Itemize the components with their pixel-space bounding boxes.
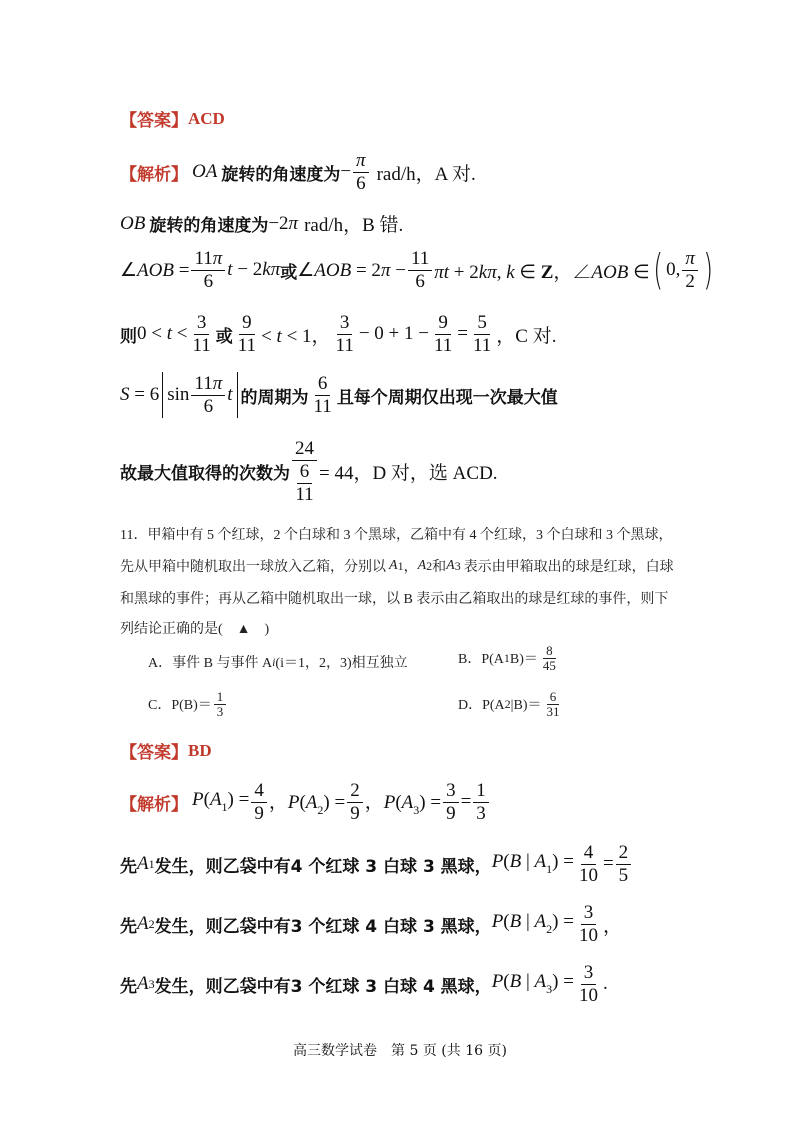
fraction: $\frac{1}{3}$	[473, 780, 489, 825]
fraction: $\frac{11\pi}{6}$	[191, 373, 225, 418]
balls-text: 4 个红球 3 白球 3 黑球，	[290, 856, 492, 877]
period-text: 的周期为	[240, 387, 309, 408]
q10-answer-line	[120, 106, 225, 131]
first-text: 先	[120, 856, 137, 877]
q10-analysis-line6	[120, 438, 498, 506]
q11-stem-line1: 11．甲箱中有 5 个红球，2 个白球和 3 个黑球，乙箱中有 4 个红球，3 个白球和 3 个黑球，	[120, 528, 673, 543]
or-text: 或	[280, 262, 298, 283]
q11-stem-line2: 先从甲箱中随机取出一球放入乙箱，分别以 A 1 ， A 2 和 A 3 表示由甲箱取出的球是红球，白球	[120, 558, 674, 575]
answer-label: 【答案】	[120, 111, 188, 131]
fraction: $\frac{3}{10}$	[578, 962, 598, 1006]
first-text: 先	[120, 976, 137, 997]
stem-text: 先从甲箱中随机取出一球放入乙箱，分别以	[120, 560, 386, 575]
q10-analysis-line3: ∠AOB = $\frac{11\pi}{6}$ t − 2kπ 或 ∠AOB = 2π − $\frac{11}{6}$ πt + 2kπ, k ∈ Z，∠AOB ∈ ( 0, $\frac{\pi}{2}$ )	[120, 245, 713, 295]
option-a: A．事件 B 与事件 A i (i＝1，2，3)相互独立	[148, 652, 408, 672]
or-text: 或	[215, 326, 233, 347]
answer-value: ACD	[188, 108, 225, 128]
analysis-label: 【解析】	[120, 164, 188, 185]
option-a-text: A．事件 B 与事件 A	[148, 656, 273, 671]
fraction: $\frac{5}{11}$	[473, 312, 492, 356]
fraction: $\frac{9}{11}$	[237, 312, 257, 356]
q10-analysis-line5: S = 6 sin $\frac{11\pi}{6}$ t 的周期为 $\frac{6}{11}$ 且每个周期仅出现一次最大值	[120, 372, 558, 417]
period-rest: 且每个周期仅出现一次最大值	[336, 387, 558, 408]
fraction: $\frac{3}{10}$	[578, 902, 598, 946]
fraction: $\frac{3}{11}$	[192, 312, 211, 356]
fraction: $\frac{\pi}{6}$	[353, 150, 369, 195]
q11-analysis-line3: 先 A 2 发生，则乙袋中有 3 个红球 4 白球 3 黑球， P(B | $A_2$) = $\frac{3}{10}$ ，	[120, 902, 622, 946]
analysis-label: 【解析】	[120, 794, 188, 815]
balls-text: 3 个红球 4 白球 3 黑球，	[290, 916, 492, 937]
fraction: $\frac{4}{10}$	[578, 842, 598, 886]
fraction: $\frac{8}{45}$	[542, 643, 556, 673]
fraction: $\frac{2}{5}$	[616, 842, 632, 887]
option-b-text: B．P(A	[458, 652, 504, 668]
q11-analysis-line2: 先 A 1 发生，则乙袋中有 4 个红球 3 白球 3 黑球， P(B | $A_1$) = $\frac{4}{10}$ = $\frac{2}{5}$	[120, 842, 633, 887]
happen-text: 发生，则乙袋中有	[154, 976, 291, 997]
count-rest: = 44，D 对，选 ACD.	[319, 463, 498, 485]
unit-text: rad/h，B 错.	[304, 215, 404, 236]
fraction: $\frac{11}{6}$	[408, 248, 432, 293]
page-footer: 高三数学试卷 第 5 页 (共 16 页)	[293, 1043, 507, 1059]
q10-analysis-line2: OB 旋转的角速度为 −2π rad/h，B 错.	[120, 210, 403, 237]
option-d: D．P(A 2 |B)＝ $\frac{6}{31}$	[458, 690, 564, 718]
happen-text: 发生，则乙袋中有	[154, 916, 291, 937]
fraction: $\frac{4}{9}$	[251, 780, 267, 825]
count-text: 故最大值取得的次数为	[120, 464, 290, 485]
stem-text: 表示由甲箱取出的球是红球，白球	[463, 560, 674, 575]
then-text: 则	[120, 326, 137, 347]
analysis-text: 旋转的角速度为	[149, 216, 269, 236]
fraction: $\frac{2}{9}$	[347, 780, 363, 825]
abs-value: sin $\frac{11\pi}{6}$ t	[162, 372, 237, 418]
q11-analysis-line4: 先 A 3 发生，则乙袋中有 3 个红球 3 白球 4 黑球， P(B | $A_3$) = $\frac{3}{10}$ .	[120, 962, 608, 1006]
fraction: $\frac{6}{11}$	[313, 372, 332, 417]
q11-answer-line	[120, 738, 212, 763]
unit-text: rad/h，A 对.	[376, 163, 476, 185]
option-d-text: D．P(A	[458, 698, 505, 714]
first-text: 先	[120, 916, 137, 937]
balls-text: 3 个红球 3 白球 4 黑球，	[290, 976, 492, 997]
option-a-rest: (i＝1，2，3)相互独立	[275, 656, 408, 671]
answer-value: BD	[188, 740, 212, 760]
option-c-text: C．P(B)＝	[148, 698, 212, 714]
answer-label: 【答案】	[120, 743, 188, 763]
option-c	[148, 690, 228, 718]
fraction: $\frac{3}{9}$	[443, 780, 459, 825]
q10-analysis-line1: 【解析】 OA 旋转的角速度为 − $\frac{\pi}{6}$ rad/h，A 对.	[120, 150, 476, 194]
fraction: $\frac{\pi}{2}$	[682, 248, 698, 293]
fraction: $\frac{6}{31}$	[546, 689, 560, 719]
fraction: $\frac{9}{11}$	[433, 312, 453, 356]
fraction: $\frac{11\pi}{6}$	[191, 248, 225, 293]
q11-stem-line3: 和黑球的事件；再从乙箱中随机取出一球，以 B 表示由乙箱取出的球是红球的事件，则下	[120, 592, 669, 607]
conclusion-text: ，C 对.	[496, 325, 557, 347]
q11-stem-line4: 列结论正确的是( ▲ )	[120, 622, 270, 637]
option-b: B．P(A 1 B)＝ $\frac{8}{45}$	[458, 644, 561, 672]
q11-analysis-line1: 【解析】 $P(A_1)$ = $\frac{4}{9}$ ，$P(A_2)$ = $\frac{2}{9}$ ，$P(A_3)$ = $\frac{3}{9}$ = $\frac{1}{3}$	[120, 780, 491, 825]
q10-analysis-line4: 则 0 < t < $\frac{3}{11}$ 或 $\frac{9}{11}$ < t < 1， $\frac{3}{11}$ − 0 + 1 − $\frac{9}{11}$ = $\frac{5}{11}$ ，C 对.	[120, 312, 557, 356]
happen-text: 发生，则乙袋中有	[154, 856, 291, 877]
fraction: $\frac{1}{3}$	[214, 690, 227, 718]
analysis-text: 旋转的角速度为	[221, 164, 341, 185]
fraction: $\frac{3}{11}$	[335, 312, 354, 356]
fraction: 24 6 11	[292, 438, 317, 506]
